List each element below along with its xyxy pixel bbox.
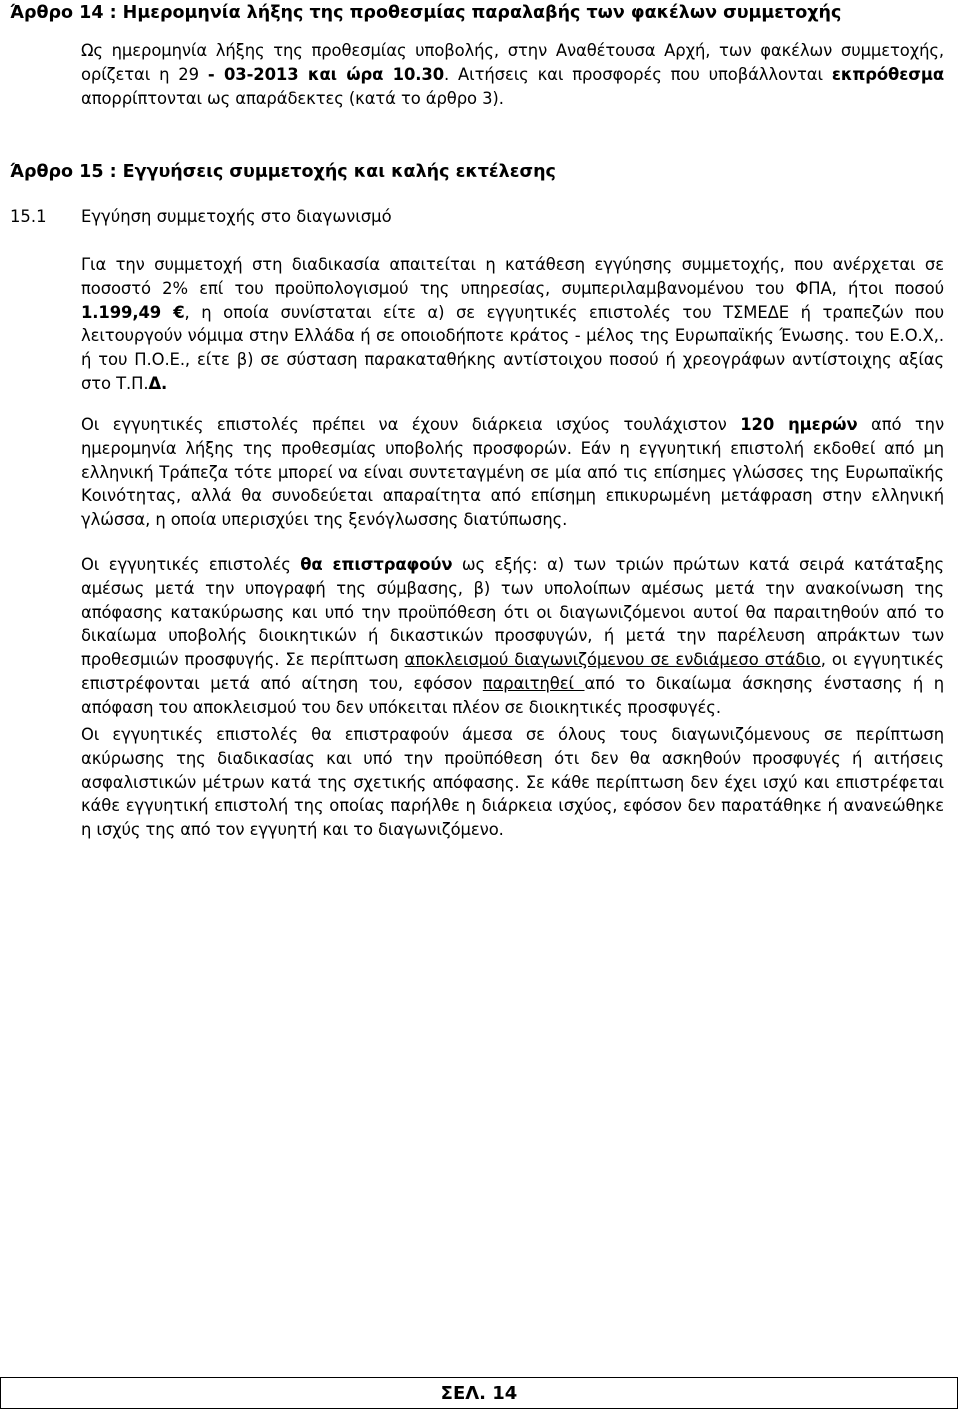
waiver-term: παραιτηθεί [482,673,585,693]
guarantee-cancellation-paragraph: Οι εγγυητικές επιστολές θα επιστραφούν άμεσα σε όλους τους διαγωνιζόμενους σε περίπτωση ακύρωσης της διαδικασίας και υπό την προϋπόθεση ότι δεν θα ασκηθούν προσφυγές ή αιτήσεις ασφαλιστικών μέτρων κατά της σχετικής απόφασης. Σε κάθε περίπτωση δεν έχει ισχύ και επιστρέφεται κάθε εγγυητική επιστολή της οποίας παρήλθε η διάρκεια ισχύος, εφόσον δεν παρατάθηκε ή ανανεώθηκε η ισχύς της από τον εγγυητή και το διαγωνιζόμενο. [81,725,944,840]
guarantee-return-paragraph [81,553,944,720]
deadline-date-time: - 03-2013 και ώρα 10.30 [207,64,445,84]
article-14-heading: Άρθρο 14 : Ημερομηνία λήξης της προθεσμίας παραλαβής των φακέλων συμμετοχής [10,3,842,23]
paragraph-text: απορρίπτονται ως απαράδεκτες (κατά το άρθρο 3). [81,88,504,108]
article-14-paragraph [81,39,944,110]
paragraph-text: Ως ημερομηνία λήξης της προθεσμίας υποβολής, στην Αναθέτουσα Αρχή, των φακέλων συμμετοχής, ορίζεται η 29 [81,41,944,84]
late-submission-term: εκπρόθεσμα [831,64,945,84]
participation-guarantee-paragraph [81,253,944,396]
article-15-heading: Άρθρο 15 : Εγγυήσεις συμμετοχής και καλής εκτέλεσης [10,162,556,182]
paragraph-text-bold: Δ. [148,373,168,393]
paragraph-text: , η οποία συνίσταται είτε α) σε εγγυητικές επιστολές του ΤΣΜΕΔΕ ή τραπεζών που λειτουργούν νόμιμα στην Ελλάδα ή σε οποιοδήποτε κράτος - μέλος της Ευρωπαϊκής Ένωσης. του Ε.Ο.Χ,. ή του Π.Ο.Ε., είτε β) σε σύσταση παρακαταθήκης αντίστοιχου ποσού ή χρεογράφων αντίστοιχης αξίας στο Τ.Π. [81,302,944,393]
page-number: ΣΕΛ. 14 [440,1383,518,1404]
guarantee-validity-paragraph [81,413,944,532]
paragraph-text: ως εξής: α) των τριών πρώτων κατά σειρά κατάταξης αμέσως μετά την υπογραφή της σύμβασης, β) των υπολοίπων αμέσως μετά την ανακοίνωση της απόφασης κατακύρωσης και υπό την προϋπόθεση ότι οι διαγωνιζόμενοι αυτοί θα παραιτηθούν από το δικαίωμα υποβολής διοικητικών ή δικαστικών προσφυγών, ή μετά την παρέλευση απράκτων των προθεσμιών προσφυγής. Σε περίπτωση [81,555,945,670]
validity-days: 120 ημερών [740,415,858,434]
paragraph-text: . Αιτήσεις και προσφορές που υποβάλλονται [444,64,832,84]
paragraph-text: Οι εγγυητικές επιστολές [81,555,301,574]
paragraph-text: από το δικαίωμα άσκησης ένστασης ή η απόφαση του αποκλεισμού του δεν υπόκειται πλέον σε διοικητικές προσφυγές. [81,673,944,717]
subsection-title: Εγγύηση συμμετοχής στο διαγωνισμό [81,207,392,226]
paragraph-text: , οι εγγυητικές επιστρέφονται μετά από αίτηση του, εφόσον [81,650,944,693]
page-footer [0,1377,958,1409]
subsection-number: 15.1 [10,207,47,226]
paragraph-text: από την ημερομηνία λήξης της προθεσμίας υποβολής προσφορών. Εάν η εγγυητική επιστολή εκδοθεί από μη ελληνική Τράπεζα τότε μπορεί να είναι συντεταγμένη σε μία από τις επίσημες γλώσσες της Ευρωπαϊκής Κοινότητας, αλλά θα συνοδεύεται απαραίτητα από επίσημη επικυρωμένη μετάφραση στην ελληνική γλώσσα, η οποία υπερισχύει της ξενόγλωσσης διατύπωσης. [81,415,944,530]
return-term: θα επιστραφούν [300,555,453,574]
exclusion-term: αποκλεισμού διαγωνιζόμενου σε ενδιάμεσο στάδιο [404,650,821,670]
guarantee-amount: 1.199,49 € [81,302,185,322]
paragraph-text: Για την συμμετοχή στη διαδικασία απαιτείται η κατάθεση εγγύησης συμμετοχής, που ανέρχεται σε ποσοστό 2% επί του προϋπολογισμού της υπηρεσίας, συμπεριλαμβανομένου του ΦΠΑ, ήτοι ποσού [81,255,944,298]
paragraph-text: Οι εγγυητικές επιστολές πρέπει να έχουν διάρκεια ισχύος τουλάχιστον [81,415,741,434]
